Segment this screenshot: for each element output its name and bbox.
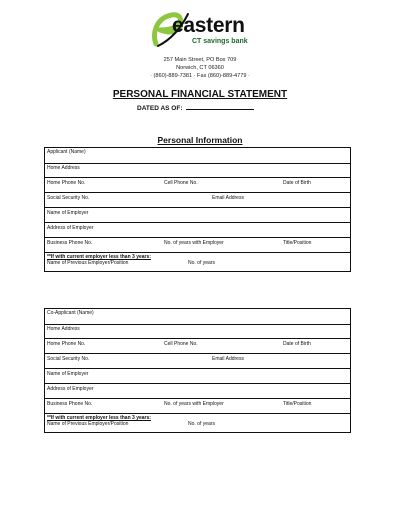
logo-subtitle: CT savings bank	[192, 38, 248, 45]
field-label: Co-Applicant (Name)	[47, 310, 94, 316]
field-label: Social Security No.	[47, 195, 90, 201]
field-label: No. of years	[188, 260, 215, 266]
coapplicant-ssn-row[interactable]	[45, 353, 350, 369]
logo-wordmark: eastern	[172, 14, 245, 37]
address-line-3: · (860)-889-7381 · Fax (860)-889-4779 ·	[150, 73, 250, 79]
address-line-1: 257 Main Street, PO Box 709	[163, 57, 237, 63]
applicant-employer-address-row[interactable]	[45, 222, 350, 238]
field-label: Title/Position	[283, 240, 312, 246]
applicant-home-address-row[interactable]	[45, 163, 350, 178]
document-title: PERSONAL FINANCIAL STATEMENT	[112, 89, 288, 100]
field-label: Home Address	[47, 165, 80, 171]
previous-employer-note: **If with current employer less than 3 years:	[47, 254, 151, 260]
field-label: Name of Employer	[47, 210, 89, 216]
coapplicant-business-row[interactable]	[45, 398, 350, 414]
field-label: Home Address	[47, 326, 80, 332]
dated-field[interactable]	[186, 103, 254, 110]
field-label: Social Security No.	[47, 356, 90, 362]
applicant-phone-row[interactable]	[45, 177, 350, 193]
coapplicant-name-row[interactable]	[45, 309, 350, 325]
field-label: No. of years with Employer	[164, 240, 224, 246]
field-label: Name of Previous Employer/Position	[47, 260, 129, 266]
bank-logo	[150, 10, 260, 48]
field-label: No. of years	[188, 421, 215, 427]
field-label: Applicant (Name)	[47, 149, 86, 155]
field-label: Cell Phone No.	[164, 180, 198, 186]
field-label: No. of years with Employer	[164, 401, 224, 407]
field-label: Date of Birth	[283, 341, 311, 347]
field-label: Address of Employer	[47, 386, 94, 392]
coapplicant-home-address-row[interactable]	[45, 324, 350, 339]
field-label: Home Phone No.	[47, 180, 86, 186]
address-line-2: Norwich, CT 06360	[176, 65, 224, 71]
coapplicant-employer-row[interactable]	[45, 368, 350, 384]
coapplicant-previous-employer-row[interactable]	[45, 413, 350, 431]
field-label: Title/Position	[283, 401, 312, 407]
field-label: Business Phone No.	[47, 240, 93, 246]
field-label: Cell Phone No.	[164, 341, 198, 347]
applicant-block	[44, 147, 351, 272]
field-label: Date of Birth	[283, 180, 311, 186]
applicant-name-row[interactable]	[45, 148, 350, 164]
field-label: Home Phone No.	[47, 341, 86, 347]
field-label: Name of Previous Employer/Position	[47, 421, 129, 427]
applicant-employer-row[interactable]	[45, 207, 350, 223]
field-label: Business Phone No.	[47, 401, 93, 407]
field-label: Email Address	[212, 195, 244, 201]
field-label: Email Address	[212, 356, 244, 362]
dated-label: DATED AS OF:	[137, 105, 183, 112]
coapplicant-phone-row[interactable]	[45, 338, 350, 354]
section-title: Personal Information	[157, 135, 243, 145]
applicant-business-row[interactable]	[45, 237, 350, 253]
applicant-ssn-row[interactable]	[45, 192, 350, 208]
applicant-previous-employer-row[interactable]	[45, 252, 350, 270]
previous-employer-note: **If with current employer less than 3 years:	[47, 415, 151, 421]
field-label: Address of Employer	[47, 225, 94, 231]
dated-as-of	[137, 103, 254, 112]
coapplicant-employer-address-row[interactable]	[45, 383, 350, 399]
coapplicant-block	[44, 308, 351, 433]
field-label: Name of Employer	[47, 371, 89, 377]
